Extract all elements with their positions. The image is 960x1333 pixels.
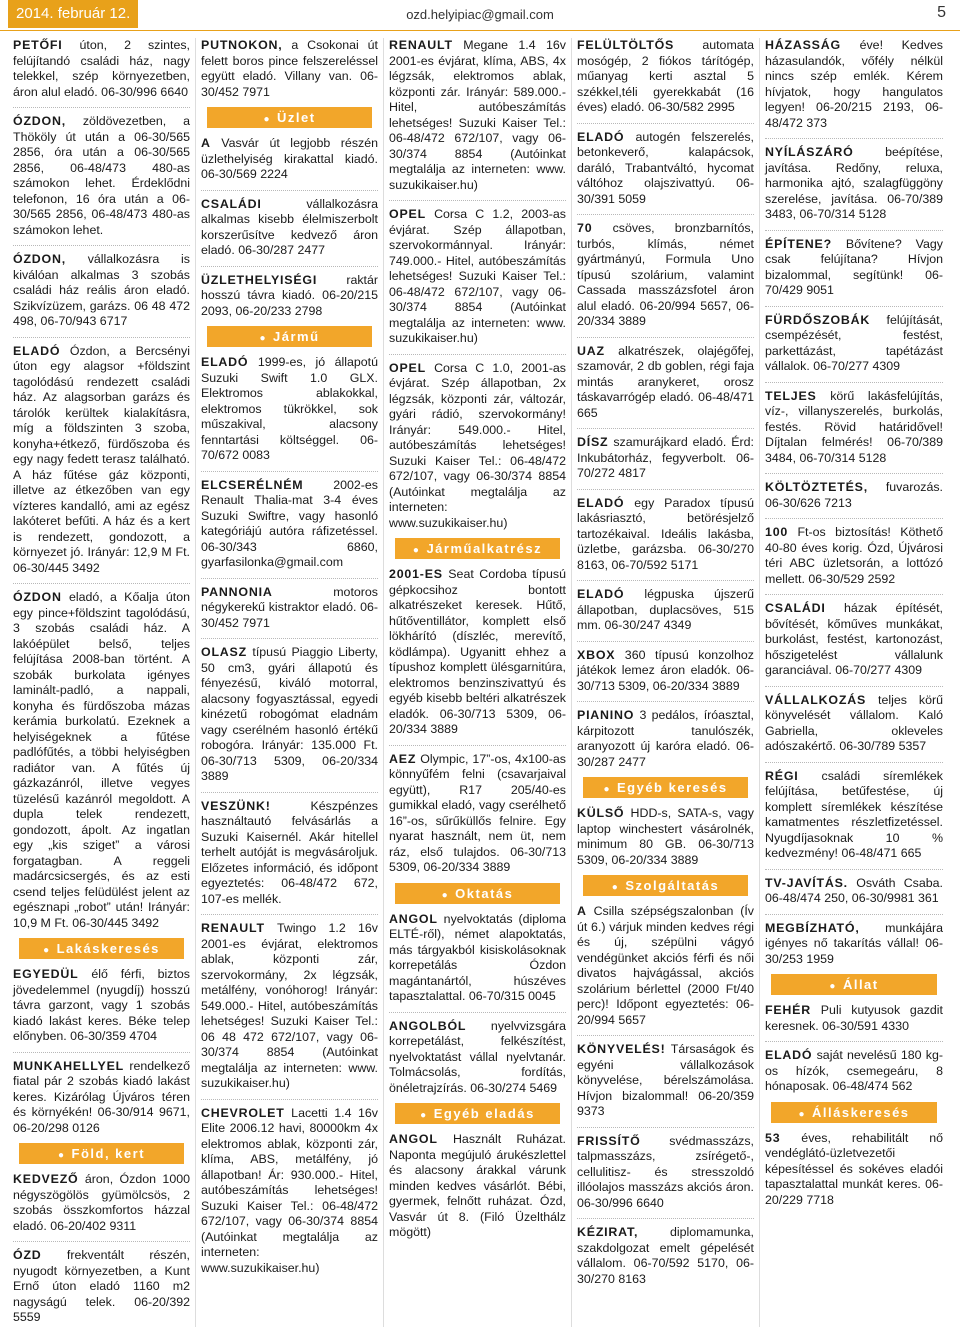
ad-divider [389,745,566,746]
ad-text: légpuska újszerű állapotban, duplacsöves, 515 mm. 06-30/247 4349 [577,587,754,632]
classified-columns [8,38,952,1327]
classified-ad [201,478,378,571]
ad-lead-word: ELADÓ [201,355,249,369]
ad-lead-word: ÜZLETHELYISÉGI [201,272,318,287]
ad-divider [577,580,754,581]
classified-ad [201,136,378,183]
ad-lead-word: KÖNYVELÉS! [577,1042,666,1056]
ad-divider [201,578,378,579]
ad-text: Seat Cordoba típusú gépkocsihoz bontott alkatrészeket keresek. Hűtő, hűtőventillátor, komplett első lökhárító (díszléc, merevítő, ködlámpa). Ugyanitt ehhez a típushoz komplett ülésgarnitúra, elektromos benzinszivattyú és egyéb kisebb beltéri alkatrészek eladók. 06-30/713 5309, 06-20/334 3889 [389,567,566,736]
ad-text: teljes körű könyvelését vállalom. Kaló Gabriella, okleveles adószakértő. 06-30/789 5357 [765,692,943,753]
ad-text: Twingo 1.2 16v 2001-es évjárat, elektromos ablak, központi zár, szervokormány, 2x légzsák, metálfény, vonóhorog! Irányár: 549.000.- Hitel, autóbeszámítás lehetséges! Suzuki Kaiser Tel.: 06 48 472 672/107, vagy 06-30/374 8854 (Autóinkat megtalálja az interneten: www. suzukikaiser.hu) [201,921,378,1090]
ad-divider [765,138,943,139]
ad-lead-word: CSALÁDI [765,601,826,615]
ad-text: nyelvoktatás (diploma ELTÉ-ről), német alapoktatás, más tárgyakból kisiskolásoknak korrepetálás Ózdon magántanártól, húszéves tapasztalattal. 06-70/315 0045 [389,911,566,1003]
ad-lead-word: 100 [765,525,789,539]
classified-ad [13,114,190,238]
section-title: Egyéb keresés [616,780,728,795]
ad-text: Puli kutyusok gazdit keresnek. 06-30/591 4330 [765,1003,943,1033]
ad-text: Osváth Csaba. 06-48/474 250, 06-30/9981 361 [765,875,943,905]
ad-text: 1999-es, jó állapotú Suzuki Swift 1.0 GLX. Elektromos ablakokkal, elektromos tükrökkel, sok műszakival, alacsony fenntartási költséggel. 06-70/672 0083 [201,355,378,462]
ad-divider [201,266,378,267]
bullet-icon: ● [412,545,421,556]
bullet-icon: ● [420,1110,428,1121]
classified-ad [577,130,754,208]
classified-ad [577,1042,754,1120]
classified-ad [201,273,378,320]
ad-lead-word: 53 [765,1130,781,1145]
ad-text: svédmasszázs, talpmasszázs, zsírégető-, cellulitisz- és stresszoldó illóolajos masszázs akciós áron. 06-30/996 6640 [577,1133,754,1210]
contact-email[interactable]: ozd.helyipiac@gmail.com [406,7,554,22]
ad-lead-word: CSALÁDI [201,196,262,211]
ad-lead-word: OPEL [389,207,426,221]
ad-text: Corsa C 1.0, 2001-as évjárat. Szép állapotban, 2x légzsák, központi zár, változár, gyári rádió, szervokormány! Irányár: 549.000.- Hitel, autóbeszámítás lehetséges! Suzuki Kaiser Tel.: 06-48/472 672/107, vagy 06-30/374 8854 (Autóinkat megtalálja az interneten: www.suzukikaiser.hu) [389,360,566,530]
classified-ad [389,207,566,347]
classified-ad [201,355,378,464]
ad-text: munkájára igényes nő takarítás vállal! 06-30/253 1959 [765,920,943,966]
ad-divider [201,792,378,793]
ad-text: élő férfi, biztos jövedelemmel (nyugdíj) hosszú távra garzont, vagy 1 szobás kiadó lakást keres. Béke telep előnyben. 06-30/359 4704 [13,967,190,1043]
ad-text: felújítását, csempézését, festést, parkettázást, tapétázást vállalok. 06-70/277 4309 [765,312,943,373]
ad-lead-word: TELJES [765,388,817,403]
ad-text: automata mosógép, 2 fiókos tárítógép, műanyag kerti asztal 5 székkel,téli gyerekkabát (16 éves) eladó. 06-30/582 2995 [577,38,754,114]
classified-ad [765,313,943,375]
ad-divider [577,1127,754,1128]
ad-divider [765,382,943,383]
section-title: Álláskeresés [812,1104,910,1120]
classified-ad [765,525,943,587]
ad-text: autogén felszerelés, betonkeverő, kalapácsok, daráló, Trabantváltó, hycomat váltóhoz olajszivattyú. 06-30/391 5059 [577,129,754,206]
ad-text: a Csokonai út felett boros pince felszereléssel együtt eladó. Villany van. 06-30/452 7971 [201,38,378,99]
bullet-icon: ● [441,889,450,901]
ad-lead-word: CHEVROLET [201,1105,285,1120]
classified-ad [765,876,943,907]
section-heading [395,883,560,904]
ad-lead-word: KEDVEZŐ [13,1172,79,1186]
classified-ad [201,645,378,785]
ad-text: éves, rehabilitált nő vendéglátó-üzletvezetői képesítéssel és sokéves eladói tapasztalattal munkát keres. 06-20/229 7718 [765,1130,943,1207]
ad-divider [765,518,943,519]
ad-text: frekventált részén, nyugodt környezetben, a Kunt Ernő úton eladó 1160 m2 nagyságú telek. 06-20/392 5559 [13,1248,190,1324]
bullet-icon: ● [259,333,267,344]
ad-lead-word: DÍSZ [577,435,609,449]
classified-ad [577,344,754,422]
ad-text: vállalkozásra alkalmas kisebb élelmiszerbolt korszerűsítve kedvező áron eladó. 06-30/287 2477 [201,196,378,257]
column-3 [384,38,572,1327]
classified-ad [389,752,566,876]
classified-ad [13,1059,190,1137]
ad-lead-word: ÓZDON, [13,114,66,128]
section-title: Oktatás [455,885,514,901]
ad-divider [765,914,943,915]
classified-ad [389,361,566,532]
ad-divider [201,914,378,915]
ad-text: típusú Piaggio Liberty, 50 cm3, gyári állapotú és fényezésű, kiváló motorral, alacsony fogyasztással, egyedi kinézetű robogómat eladnám vagy cserélném hasonló értékű robogóra. Irányár: 135.000 Ft. 06-30/713 5309, 06-20/334 3889 [201,645,378,783]
classified-ad [201,585,378,632]
ad-text: egy Paradox típusú lakásriasztó, betörésjelző tartozékaival. Ideális lakásba, üzletbe, garázsba. 06-30/270 8163, 06-70/592 5171 [577,495,754,572]
ad-text: úton, 2 szintes, felújítandó családi ház, nagy telekkel, szép környezetben, áron alul eladó. 06-30/996 6640 [13,38,190,99]
ad-lead-word: ELADÓ [577,495,625,510]
ad-divider [765,306,943,307]
bullet-icon: ● [798,1108,807,1120]
classified-ad [577,587,754,634]
ad-divider [13,1052,190,1053]
classified-ad [389,567,566,738]
ad-divider [201,471,378,472]
ad-lead-word: PETŐFI [13,38,63,52]
section-title: Föld, kert [71,1146,146,1161]
bullet-icon: ● [43,945,51,956]
ad-lead-word: RENAULT [201,921,265,935]
ad-divider [13,107,190,108]
ad-text: nyelvvizsgára korrepetálást, felkészítést, nyelvoktatást vállal nyelvtanár. Tolmácsolás, fordítás, önéletrajzírás. 06-30/274 5469 [389,1018,566,1095]
ad-lead-word: ÓZDON [13,590,62,604]
header-divider [0,30,960,31]
ad-lead-word: ANGOLBÓL [389,1018,467,1033]
section-title: Jármű [273,329,320,344]
ad-lead-word: TV-JAVÍTÁS. [765,875,848,890]
section-heading [395,538,560,559]
section-heading [583,875,748,896]
classified-ad [577,435,754,482]
ad-divider [201,190,378,191]
classified-ad [765,1131,943,1209]
classified-ad [389,1132,566,1241]
classified-ad [577,806,754,868]
ad-text: eladó, a Kőalja úton egy pince+földszint tagolódású, 3 szobás családi ház. A lakóépület belső, teljes felújítása 2008-ban történt. A szobák burkolata igényes laminált-padló, a nappali, konyha és fürdőszoba mázas kerámia burkolatú. Ezeknek a helyiségeknek a fűtése padlófűtés, a többi helyiségben radiátor van. A fűtés új gázkazánról, illetve vegyes tüzelésű kazánról megoldott. A dupla telek rendezett, gondozott, ápolt. Az ingatlan egy „kis sziget” a városi forgatagban. A reggeli madárcsicsergés, és az esti csend teljes felüdülést jelent az egésznapi „robot” után! Irányár: 10,9 M Ft. 06-30/445 3492 [13,590,190,930]
ad-lead-word: PIANINO [577,708,635,722]
section-heading [771,1102,937,1123]
ad-divider [577,123,754,124]
ad-divider [577,1035,754,1036]
classified-ad [389,912,566,1005]
classified-ad [765,389,943,467]
classified-ad [765,145,943,223]
classified-ad [389,38,566,193]
ad-text: 3 pedálos, íróasztal, kárpitozott tanulószék, aranyozott új karóra eladó. 06-30/287 2477 [577,708,754,769]
ad-lead-word: ELADÓ [765,1048,813,1062]
section-title: Járműalkatrész [426,541,543,556]
ad-divider [577,701,754,702]
ad-lead-word: UAZ [577,343,605,358]
ad-divider [577,641,754,642]
classified-ad [201,921,378,1092]
ad-text: zöldövezetben, a Thököly út után a 06-30/565 2856, óra után a 06-30/565 2856, 06-48/473 480-as számokon lehet. Érdeklődni telefonon, 16 óra után a 06-30/565 2856, 06-48/473 480-as számokon lehet. [13,114,190,237]
ad-text: áron, Ózdon 1000 négyszögölös gyümölcsös, 2 szobás összkomfortos házzal eladó. 06-20/402 9311 [13,1172,190,1233]
ad-text: 2002-es Renault Thalia-mat 3-4 éves Suzuki Swiftre, vagy hasonló kategóriájú autóra ráfizetéssel. 06-30/343 6860, gyarfasilonka@gmail.com [201,477,378,569]
classified-ad [765,1048,943,1095]
ad-text: házak építését, bővítését, kőműves munkákat, burkolást, festést, kartonozást, hőszigetelést vállalunk garanciával. 06-70/277 4309 [765,601,943,677]
ad-lead-word: AEZ [389,751,417,766]
ad-lead-word: HÁZASSÁG [765,38,841,52]
ad-divider [577,1218,754,1219]
ad-text: Ft-os biztosítás! Köthető 40-80 éves korig. Ózd, Újvárosi téri ABC üzletsorán, a lottózó mellett. 06-30/529 2592 [765,525,943,586]
classified-ad [765,237,943,299]
bullet-icon: ● [57,1150,66,1161]
ad-text: vállalkozásra is kiválóan alkalmas 3 szobás családi ház reális áron eladó. Szikvízüzem, garázs. 06 48 472 498, 06-70/943 6717 [13,252,190,328]
column-1 [8,38,196,1327]
section-heading [207,107,372,128]
section-title: Egyéb eladás [433,1106,535,1121]
ad-text: saját nevelésű 180 kg-os hízók, csemegeáru, 8 hónaposak. 06-48/474 562 [765,1048,943,1093]
ad-text: Vasvár út legjobb részén üzlethelyiség kirakattal kiadó. 06-30/569 2224 [201,136,378,181]
classified-ad [13,590,190,931]
ad-lead-word: A [577,904,587,918]
ad-divider [389,1012,566,1013]
ad-text: motoros négykerekű kistraktor eladó. 06-30/452 7971 [201,584,378,630]
column-2 [196,38,384,1327]
ad-lead-word: FRISSÍTŐ [577,1133,641,1148]
ad-lead-word: 2001-ES [389,567,443,581]
section-heading [207,326,372,347]
ad-text: fuvarozás. 06-30/626 7213 [765,480,943,510]
ad-divider [765,473,943,474]
ad-divider [13,583,190,584]
page-header [0,0,960,34]
ad-text: Bővítene? Vagy csak felújítana? Hívjon bizalommal, segítünk! 06-70/429 9051 [765,236,943,297]
ad-text: Csilla szépségszalonban (Ív út 6.) várjuk minden kedves régi és új, szépülni vágyó vendégünket akciós férfi és női divatos hajvágással, akciós szolárium bérlettel (2000 Ft/40 perc)! Időpont egyeztetés: 06-20/994 5657 [577,904,754,1027]
ad-lead-word: VÁLLALKOZÁS [765,692,867,707]
ad-text: Corsa C 1.2, 2003-as évjárat. Szép állapotban, szervokormánnyal. Irányár: 749.000.- Hitel, autóbeszámítás lehetséges! Suzuki Kaiser Tel.: 06-48/472 672/107, vagy 06-30/374 8854 (Autóinkat megtalálja az interneten: www. suzukikaiser.hu) [389,207,566,345]
section-heading [395,1103,560,1124]
ad-lead-word: EGYEDÜL [13,967,79,981]
ad-text: raktár hosszú távra kiadó. 06-20/215 2093, 06-20/233 2798 [201,272,378,318]
classified-ad [577,221,754,330]
ad-lead-word: ANGOL [389,1132,438,1146]
ad-divider [201,638,378,639]
classified-ad [577,648,754,695]
ad-lead-word: FELÜLTÖLTŐS [577,38,675,52]
section-title: Lakáskeresés [56,941,160,956]
ad-lead-word: NYÍLÁSZÁRÓ [765,145,854,159]
classified-ad [389,1019,566,1097]
column-4 [572,38,760,1327]
issue-date: 2014. február 12. [8,0,138,28]
ad-lead-word: ELADÓ [577,587,625,601]
ad-lead-word: OPEL [389,360,426,375]
ad-lead-word: KÜLSŐ [577,806,625,820]
classified-ad [765,38,943,131]
ad-text: éve! Kedves házasulandók, vőfély nélkül nincs szép emlék. Kérem hívjatok, hogy hangulatos legyen! 06-20/215 2193, 06-48/472 373 [765,38,943,130]
ad-lead-word: XBOX [577,647,616,662]
classified-ad [765,693,943,755]
classified-ad [765,480,943,511]
ad-lead-word: KÖLTÖZTETÉS, [765,480,868,494]
section-title: Üzlet [276,110,316,125]
classified-ad [765,601,943,679]
classified-ad [201,799,378,908]
ad-divider [577,489,754,490]
ad-lead-word: ÓZDON, [13,252,66,266]
ad-text: családi síremlékek felújítása, betűfestése, új komplett síremlékek készítése kamatmentes részletfizetéssel. Nyugdíjasoknak 10 % kedvezmény! 06-48/471 665 [765,768,943,860]
ad-lead-word: A [201,136,211,150]
page-number: 5 [937,4,946,21]
classified-ad [13,344,190,577]
ad-text: Készpénzes használtautó felvásárlás a Suzuki Kaisernél. Akár hitellel terhelt autóját is megvásároljuk. Előzetes információ, és időpont egyeztetés: 06-48/472 672, 107-es mellék. [201,798,378,906]
bullet-icon: ● [603,784,611,795]
classified-ad [765,1003,943,1034]
ad-divider [389,200,566,201]
ad-text: HDD-s, SATA-s, vagy laptop winchestert vásárolnék, minimum 80 GB. 06-30/713 5309, 06-20/334 3889 [577,806,754,867]
classified-ad [201,1106,378,1277]
ad-divider [577,214,754,215]
ad-text: Ózdon, a Bercsényi úton egy alagsor +földszint tagolódású rendezett családi ház. Az alagsorban garázs és tárolók kerültek kialakításra, míg a földszinten 3 szoba, konyha+étkező, fürdőszoba és egy nagy fedett terasz található. A ház fűtése gáz központi, illetve az étkezőben van egy vízteres kandalló, ami az egész lakóteret befűti. A ház és a kert is rendezett, gondozott, a környezet jó. Irányár: 12,9 M Ft. 06-30/445 3492 [13,343,190,575]
ad-lead-word: MUNKAHELLYEL [13,1058,125,1073]
ad-divider [765,594,943,595]
classified-ad [577,1225,754,1287]
ad-lead-word: OLASZ [201,645,247,659]
classified-ad [201,197,378,259]
ad-lead-word: RENAULT [389,38,453,52]
ad-text: 360 típusú konzolhoz játékok lemez áron eladók. 06-30/713 5309, 06-20/334 3889 [577,647,754,693]
ad-lead-word: ÓZD [13,1248,42,1262]
ad-text: körű lakásfelújítás, víz-, villanyszerelés, burkolás, festés. Rövid határidővel! Díjtalan felmérés! 06-70/389 3484, 06-70/314 5128 [765,388,943,465]
section-heading [19,1143,184,1164]
ad-divider [577,428,754,429]
ad-lead-word: ANGOL [389,911,438,926]
ad-text: Használt Ruházat. Naponta megújuló árukészlettel és alacsony árakkal várunk minden kedves vásárlót. Bébi, gyermek, felnőtt ruházat. Ózd, Vasvár út 8. (Filó Üzelthálz mögött) [389,1132,566,1239]
ad-divider [765,762,943,763]
section-heading [583,777,748,798]
column-5 [760,38,948,1327]
ad-lead-word: FEHÉR [765,1003,811,1017]
ad-lead-word: ELADÓ [13,343,61,358]
ad-divider [765,869,943,870]
ad-text: Lacetti 1.4 16v Elite 2006.12 havi, 80000km 4x elektromos ablak, központi zár, klíma, ABS, metálfény, jó állapotban! Ár: 930.000.- Hitel, autóbeszámítás lehetséges! Suzuki Kaiser Tel.: 06-48/472 672/107, vagy 06-30/374 8854 (Autóinkat megtalálja az interneten: www.suzukikaiser.hu) [201,1105,378,1275]
classified-ad [13,1248,190,1326]
ad-divider [765,230,943,231]
bullet-icon: ● [611,882,620,893]
classified-ad [13,1172,190,1234]
ad-text: rendelkező fiatal pár 2 szobás kiadó lakást keres. Kizárólag Újváros téren és környékén! 06-30/914 9671, 06-20/298 0126 [13,1058,190,1135]
ad-text: Olympic, 17”-os, 4x100-as könnyűfém felni (csavarjaival együtt), R17 205/40-es gumikkal eladó, vagy cserélhető 16”-os, sűrűküllős felnire. Egy nyarat használt, nem üt, nem ráz, első tulajdos. 06-30/713 5309, 06-20/334 3889 [389,751,566,874]
classified-ad [201,38,378,100]
ad-lead-word: PUTNOKON, [201,38,283,52]
classified-ad [577,904,754,1028]
ad-divider [765,1041,943,1042]
ad-divider [577,337,754,338]
ad-divider [13,245,190,246]
bullet-icon: ● [829,981,837,992]
section-title: Állat [842,977,879,992]
ad-lead-word: ÉPÍTENE? [765,236,832,251]
classified-ad [577,1134,754,1212]
ad-divider [13,1241,190,1242]
ad-text: csöves, bronzbarnítós, turbós, klímás, német gyártmányú, Formula Uno típusú szolárium, valamint Cassada masszázsfotel áron alul eladó. 06-20/994 5657, 06-20/334 3889 [577,221,754,328]
section-heading [19,938,184,959]
ad-text: alkatrészek, olajégőfej, szamovár, 2 db goblen, régi faja mintás aranykeret, orosz táskavarrógép eladó. 06-48/471 665 [577,343,754,420]
section-heading [771,974,937,995]
ad-divider [13,337,190,338]
classified-ad [13,967,190,1045]
ad-divider [201,1099,378,1100]
ad-text: Társaságok és egyéni vállalkozások könyvelése, bérelszámolása. Hívjon bizalommal! 06-20/359 9373 [577,1042,754,1118]
ad-text: beépítése, javítása. Redőny, reluxa, harmonika ajtó, szalagfüggöny szerelése, javítása. 06-70/389 3483, 06-70/314 5128 [765,145,943,221]
ad-lead-word: 70 [577,221,593,235]
ad-lead-word: PANNONIA [201,584,273,599]
classified-ad [577,38,754,116]
ad-text: Megane 1.4 16v 2001-es évjárat, klíma, ABS, 4x légzsák, elektromos ablak, központi zár. Irányár: 589.000.- Hitel, autóbeszámítás lehetséges! Suzuki Kaiser Tel.: 06-48/472 672/107, vagy 06-30/374 8854 (Autóinkat megtalálja az interneten: www. suzukikaiser.hu) [389,38,566,192]
ad-text: szamurájkard eladó. Érd: Inkubátorház, fegyverbolt. 06-70/272 4817 [577,435,754,480]
section-title: Szolgáltatás [625,878,720,893]
classified-ad [577,496,754,574]
classified-ad [765,769,943,862]
ad-lead-word: KÉZIRAT, [577,1225,639,1239]
ad-text: diplomamunka, szakdolgozat emelt gépelését vállalom. 06-70/592 5170, 06-30/270 8163 [577,1225,754,1286]
ad-lead-word: RÉGI [765,768,799,783]
ad-lead-word: MEGBÍZHATÓ, [765,920,860,935]
bullet-icon: ● [263,114,271,125]
ad-lead-word: ELCSERÉLNÉM [201,477,304,492]
ad-lead-word: FÜRDŐSZOBÁK [765,312,871,327]
classified-ad [765,921,943,968]
classified-ad [577,708,754,770]
ad-divider [389,354,566,355]
classified-ad [13,38,190,100]
ad-divider [765,686,943,687]
ad-lead-word: VESZÜNK! [201,798,271,813]
classified-ad [13,252,190,330]
ad-lead-word: ELADÓ [577,129,625,144]
